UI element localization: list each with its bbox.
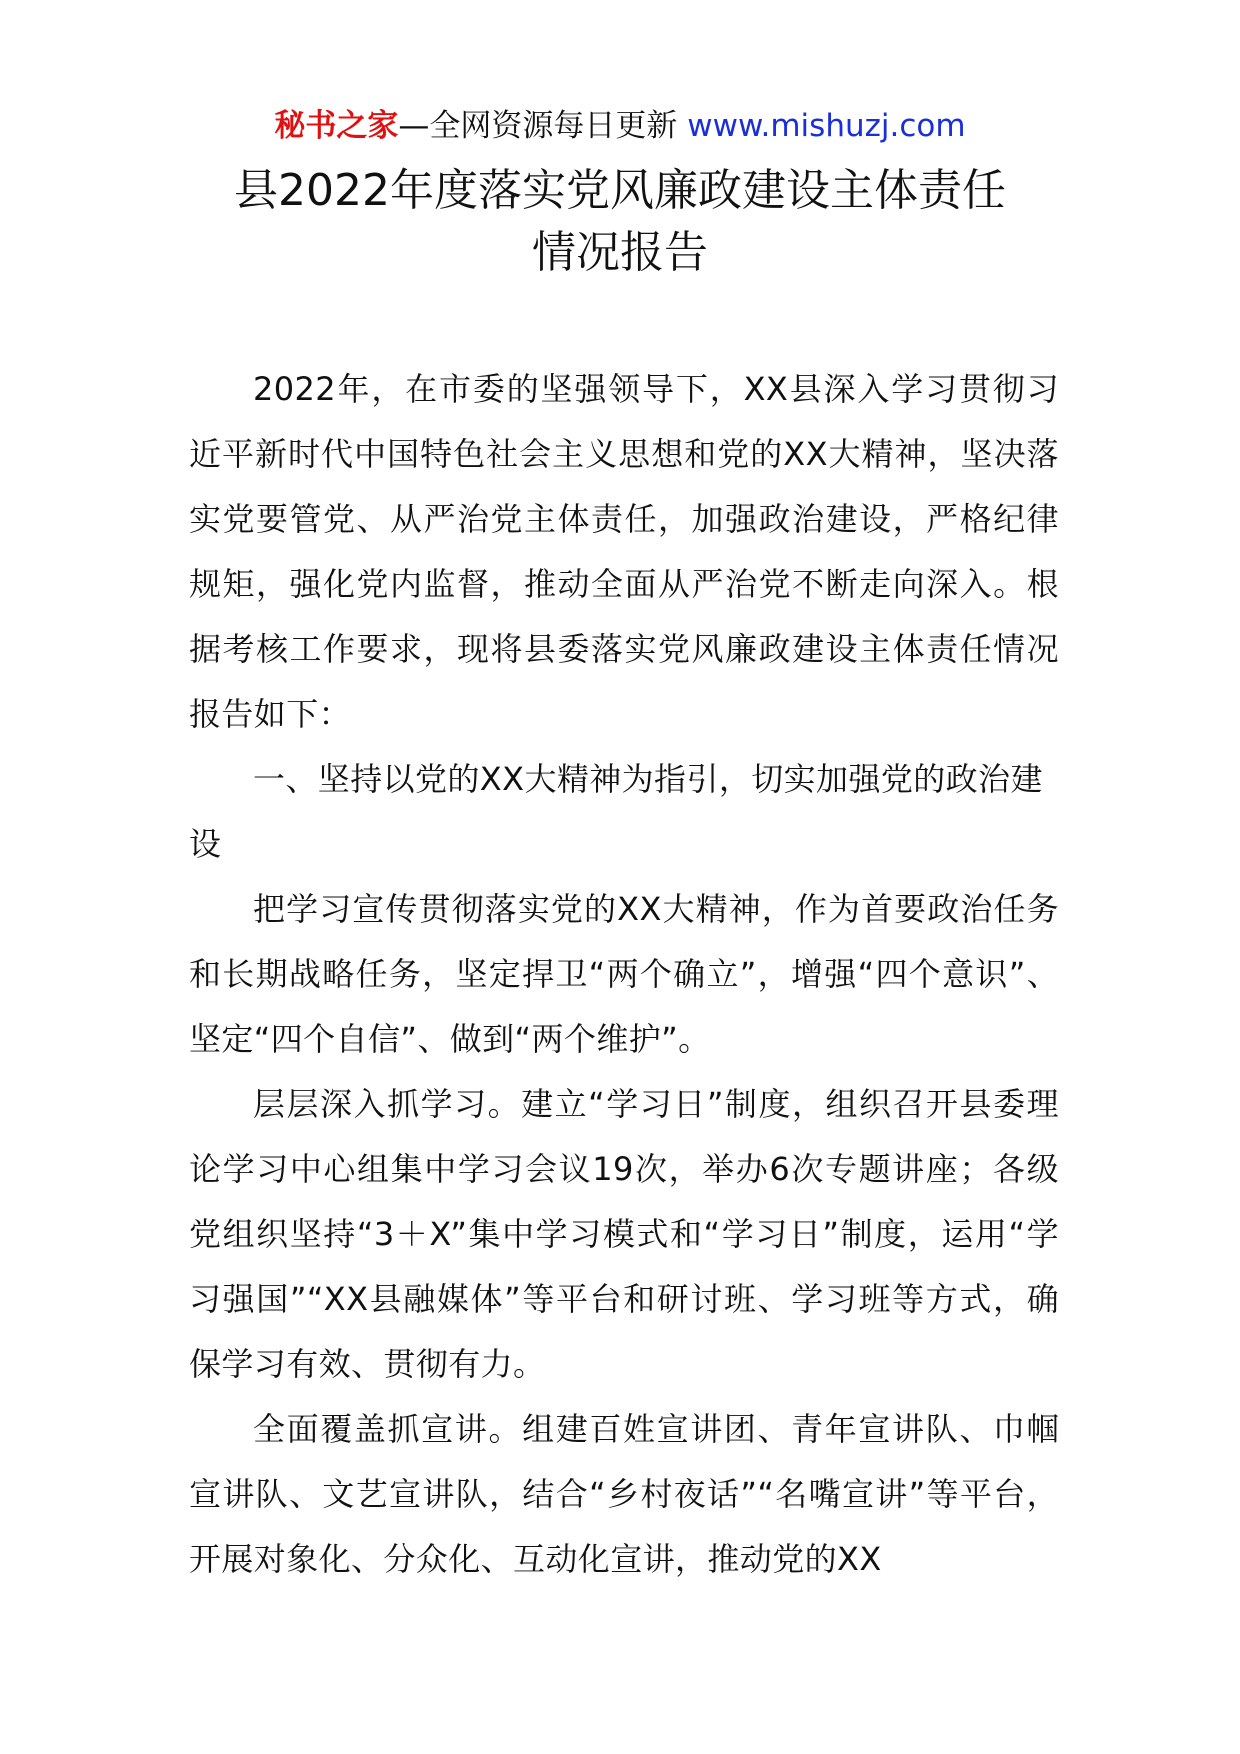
brand-name: 秘书之家 — [274, 108, 399, 144]
document-title — [0, 160, 1240, 284]
site-header — [0, 103, 1240, 149]
document-body — [189, 357, 1059, 1592]
paragraph-lecture: 全面覆盖抓宣讲。组建百姓宣讲团、青年宣讲队、巾帼宣讲队、文艺宣讲队，结合“乡村夜话”“名嘴宣讲”等平台，开展对象化、分众化、互动化宣讲，推动党的XX — [189, 1410, 1059, 1578]
paragraph-intro: 2022年，在市委的坚强领导下，XX县深入学习贯彻习近平新时代中国特色社会主义思想和党的XX大精神，坚决落实党要管党、从严治党主体责任，加强政治建设，严格纪律规矩，强化党内监督，推动全面从严治党不断走向深入。根据考核工作要求，现将县委落实党风廉政建设主体责任情况报告如下： — [189, 370, 1059, 733]
title-line-2: 情况报告 — [532, 227, 708, 278]
section-heading-1: 一、坚持以党的XX大精神为指引，切实加强党的政治建设 — [189, 760, 1043, 863]
title-line-1: 县2022年度落实党风廉政建设主体责任 — [234, 165, 1006, 216]
paragraph-study: 层层深入抓学习。建立“学习日”制度，组织召开县委理论学习中心组集中学习会议19次，举办6次专题讲座；各级党组织坚持“3＋X”集中学习模式和“学习日”制度，运用“学习强国”“XX县融媒体”等平台和研讨班、学习班等方式，确保学习有效、贯彻有力。 — [189, 1085, 1059, 1383]
site-url: www.mishuzj.com — [687, 108, 966, 144]
paragraph-study-spirit: 把学习宣传贯彻落实党的XX大精神，作为首要政治任务和长期战略任务，坚定捍卫“两个确立”，增强“四个意识”、坚定“四个自信”、做到“两个维护”。 — [189, 890, 1059, 1058]
header-tagline: —全网资源每日更新 — [398, 108, 678, 144]
